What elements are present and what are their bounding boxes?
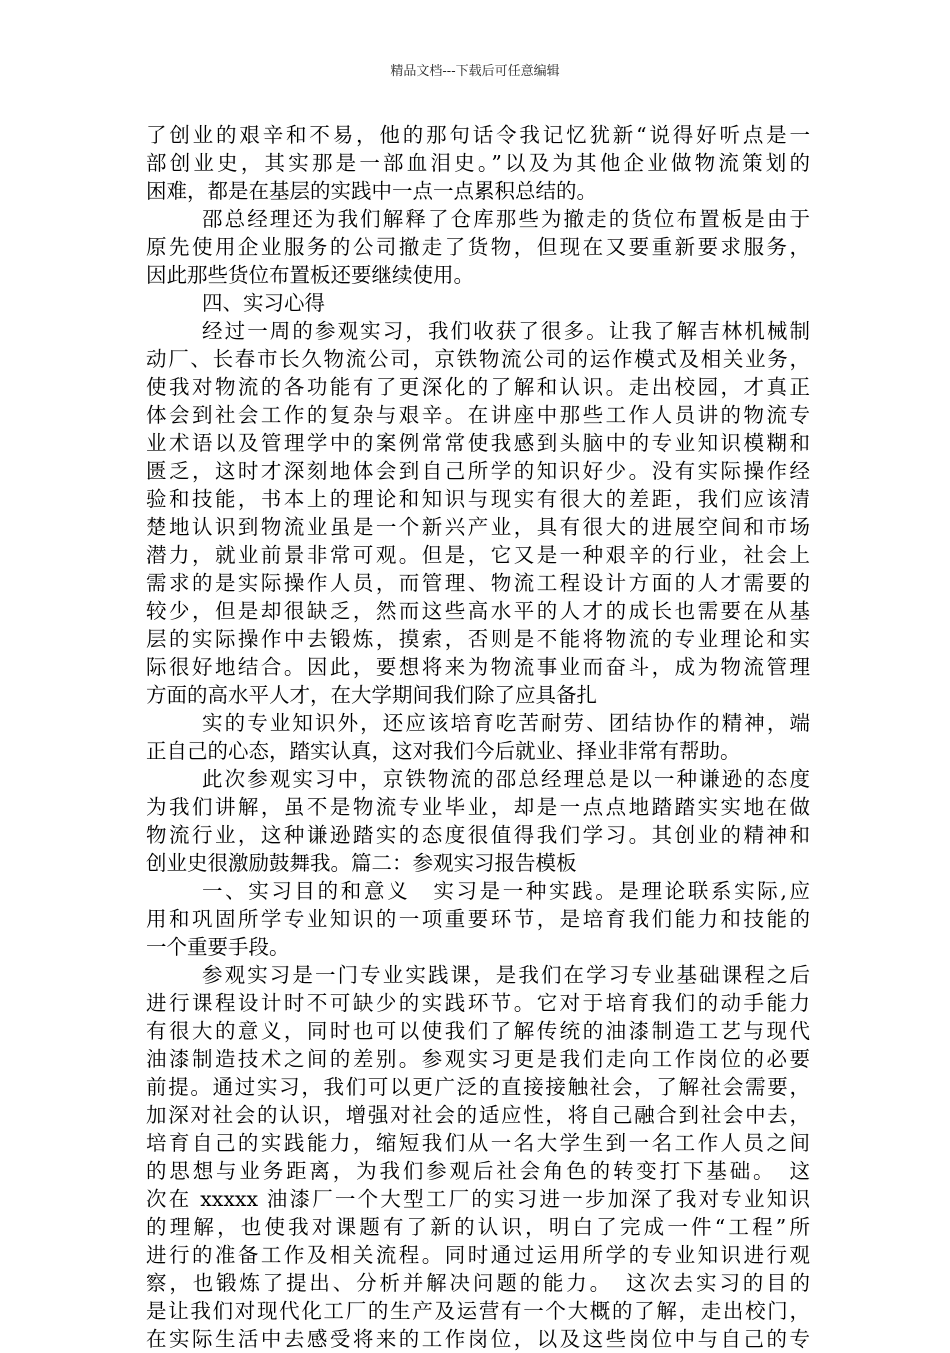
text-line: 际很好地结合。因此，要想将来为物流事业而奋斗，成为物流管理: [146, 655, 810, 679]
text-line: 楚地认识到物流业虽是一个新兴产业，具有很大的进展空间和市场: [146, 515, 810, 539]
text-line: 了创业的艰辛和不易，他的那句话令我记忆犹新“说得好听点是一: [146, 123, 810, 147]
text-line: 物流行业，这种谦逊踏实的态度很值得我们学习。其创业的精神和: [146, 823, 810, 847]
page-header: 精品文档---下载后可任意编辑: [390, 64, 560, 79]
text-line: 的思想与业务距离，为我们参观后社会角色的转变打下基础。 这: [146, 1159, 810, 1183]
text-line: 验和技能，书本上的理论和知识与现实有很大的差距，我们应该清: [146, 487, 810, 511]
document-body: [146, 121, 810, 1353]
text-line: 此次参观实习中，京铁物流的邵总经理总是以一种谦逊的态度: [202, 767, 810, 791]
text-line: 有很大的意义，同时也可以使我们了解传统的油漆制造工艺与现代: [146, 1019, 810, 1043]
text-line: 经过一周的参观实习，我们收获了很多。让我了解吉林机械制: [202, 319, 810, 343]
text-line: 较少，但是却很缺乏，然而这些高水平的人才的成长也需要在从基: [146, 599, 810, 623]
text-line: 业术语以及管理学中的案例常常使我感到头脑中的专业知识模糊和: [146, 431, 810, 455]
text-line: 在实际生活中去感受将来的工作岗位，以及这些岗位中与自己的专: [146, 1327, 810, 1351]
text-line: 邵总经理还为我们解释了仓库那些为撤走的货位布置板是由于: [202, 207, 810, 231]
text-line: 察，也锻炼了提出、分析并解决问题的能力。 这次去实习的目的: [146, 1271, 810, 1295]
text-line: 培育自己的实践能力，缩短我们从一名大学生到一名工作人员之间: [146, 1131, 810, 1155]
text-line: 方面的高水平人才，在大学期间我们除了应具备扎: [146, 683, 597, 707]
section-heading: 四、实习心得: [202, 291, 325, 315]
text-line: 层的实际操作中去锻炼，摸索，否则是不能将物流的专业理论和实: [146, 627, 810, 651]
text-line: 匮乏，这时才深刻地体会到自己所学的知识好少。没有实际操作经: [146, 459, 810, 483]
text-line: 部创业史，其实那是一部血泪史。”以及为其他企业做物流策划的: [146, 151, 810, 175]
text-line: 是让我们对现代化工厂的生产及运营有一个大概的了解，走出校门，: [146, 1299, 810, 1323]
text-line: 前提。通过实习，我们可以更广泛的直接接触社会，了解社会需要，: [146, 1075, 810, 1099]
text-line: 加深对社会的认识，增强对社会的适应性，将自己融合到社会中去，: [146, 1103, 810, 1127]
text-line: 原先使用企业服务的公司撤走了货物，但现在又要重新要求服务，: [146, 235, 810, 259]
text-line: 进行课程设计时不可缺少的实践环节。它对于培育我们的动手能力: [146, 991, 810, 1015]
text-line: 一个重要手段。: [146, 935, 290, 959]
text-line: 困难，都是在基层的实践中一点一点累积总结的。: [146, 179, 597, 203]
text-line: 需求的是实际操作人员，而管理、物流工程设计方面的人才需要的: [146, 571, 810, 595]
text-line: 实的专业知识外，还应该培育吃苦耐劳、团结协作的精神，端: [202, 711, 810, 735]
text-line: 用和巩固所学专业知识的一项重要环节，是培育我们能力和技能的: [146, 907, 810, 931]
text-line: 体会到社会工作的复杂与艰辛。在讲座中那些工作人员讲的物流专: [146, 403, 810, 427]
text-line: 因此那些货位布置板还要继续使用。: [146, 263, 474, 287]
text-line: 为我们讲解，虽不是物流专业毕业，却是一点点地踏踏实实地在做: [146, 795, 810, 819]
text-line: 创业史很激励鼓舞我。篇二：参观实习报告模板: [146, 851, 577, 875]
text-line: 次在 xxxxx 油漆厂一个大型工厂的实习进一步加深了我对专业知识: [146, 1187, 810, 1211]
text-line: 动厂、长春市长久物流公司，京铁物流公司的运作模式及相关业务，: [146, 347, 810, 371]
text-line: 使我对物流的各功能有了更深化的了解和认识。走出校园，才真正: [146, 375, 810, 399]
text-line: 油漆制造技术之间的差别。参观实习更是我们走向工作岗位的必要: [146, 1047, 810, 1071]
text-line: 进行的准备工作及相关流程。同时通过运用所学的专业知识进行观: [146, 1243, 810, 1267]
text-line: 潜力，就业前景非常可观。但是，它又是一种艰辛的行业，社会上: [146, 543, 810, 567]
text-line: 正自己的心态，踏实认真，这对我们今后就业、择业非常有帮助。: [146, 739, 741, 763]
section-heading: 一、实习目的和意义 实习是一种实践。是理论联系实际,应: [202, 879, 810, 903]
text-line: 的理解，也使我对课题有了新的认识，明白了完成一件“工程”所: [146, 1215, 810, 1239]
text-line: 参观实习是一门专业实践课，是我们在学习专业基础课程之后: [202, 963, 810, 987]
